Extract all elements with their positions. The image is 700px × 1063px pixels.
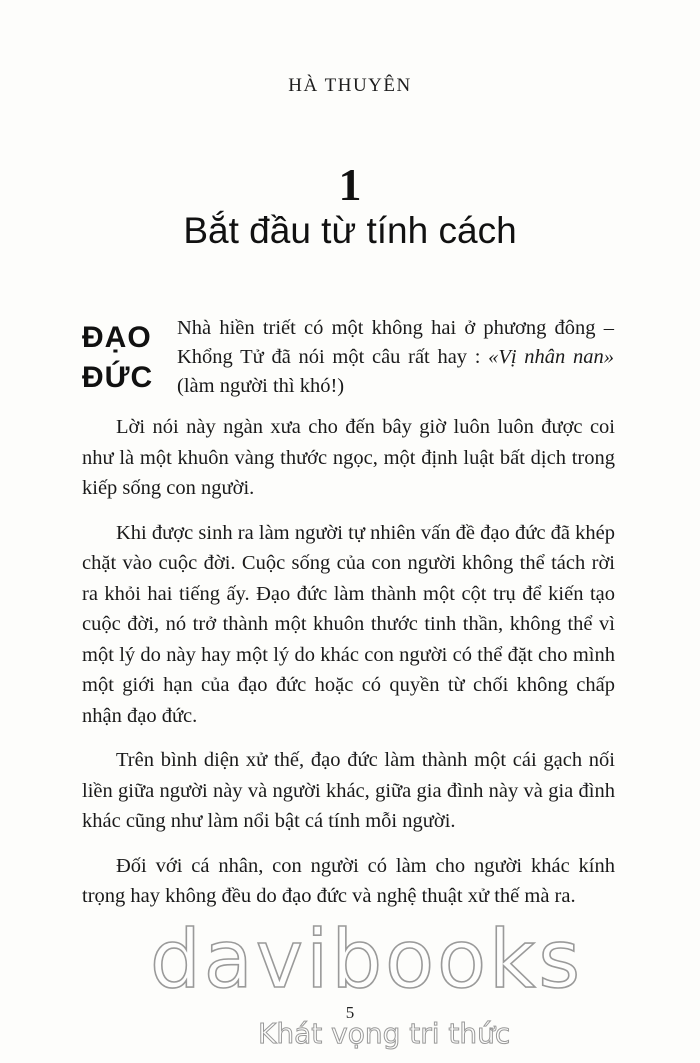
section-label — [82, 318, 172, 398]
lead-text: Nhà hiền triết có một không hai ở phương đông – Khổng Tử đã nói một câu rất hay : — [177, 317, 614, 368]
paragraph: Đối với cá nhân, con người có làm cho người khác kính trọng hay không đều do đạo đức và nghệ thuật xử thế mà ra. — [82, 854, 615, 907]
watermark-slogan: Khát vọng tri thức — [258, 1017, 511, 1050]
running-head: HÀ THUYÊN — [288, 75, 412, 96]
paragraph: Trên bình diện xử thế, đạo đức làm thành một cái gạch nối liền giữa người này và người khác, giữa gia đình này và gia đình khác cũng như làm nổi bật cá tính mỗi người. — [82, 749, 615, 832]
body-text — [82, 412, 615, 926]
chapter-number: 1 — [338, 159, 362, 210]
paragraph: Lời nói này ngàn xưa cho đến bây giờ luôn luôn được coi như là một khuôn vàng thước ngọc, một định luật bất dịch trong kiếp sống con người. — [82, 416, 615, 499]
lead-paragraph — [177, 314, 614, 401]
section-label-line: ĐỨC — [82, 361, 154, 394]
section-label-line: ĐẠO — [82, 321, 152, 354]
chapter-title: Bắt đầu từ tính cách — [183, 210, 517, 251]
paragraph: Khi được sinh ra làm người tự nhiên vấn đề đạo đức đã khép chặt vào cuộc đời. Cuộc sống của con người không thể tách rời ra khỏi hai tiếng ấy. Đạo đức làm thành một cột trụ để kiến tạo cuộc đời, nó trở thành một khuôn thước tinh thần, không thể vì một lý do này hay một lý do khác con người có thể đặt cho mình một giới hạn của đạo đức hoặc có quyền từ chối không chấp nhận đạo đức. — [82, 521, 615, 727]
lead-quote: «Vị nhân nan» — [488, 346, 615, 368]
watermark-logo: davibooks — [150, 913, 584, 1006]
lead-text-end: (làm người thì khó!) — [177, 375, 345, 397]
page-number: 5 — [345, 1003, 355, 1022]
